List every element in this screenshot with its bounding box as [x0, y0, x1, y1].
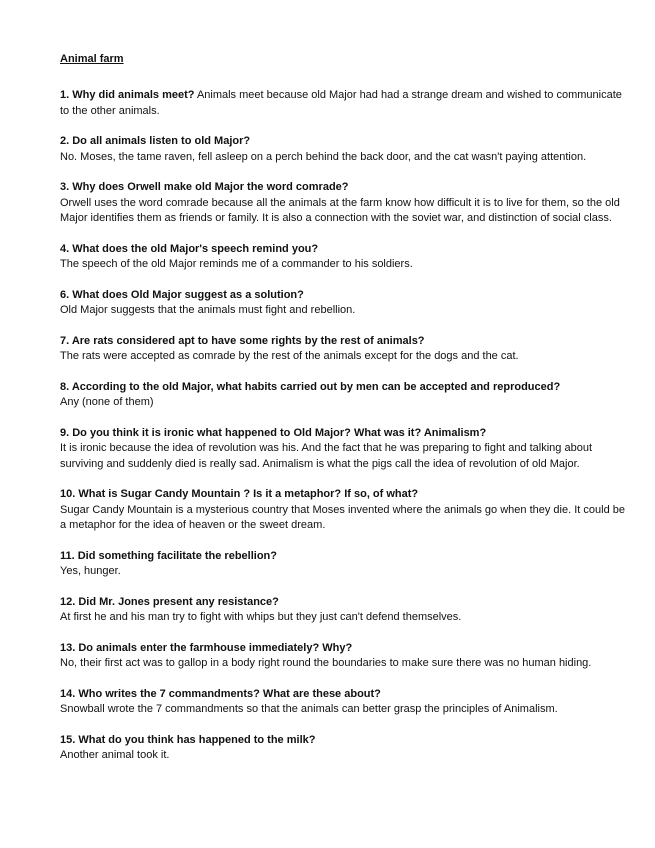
question: 2. Do all animals listen to old Major? [60, 135, 251, 147]
answer: Another animal took it. [60, 749, 170, 761]
question: 10. What is Sugar Candy Mountain ? Is it a metaphor? If so, of what? [60, 488, 419, 500]
question: 4. What does the old Major's speech remind you? [60, 242, 319, 255]
answer: Any (none of them) [60, 396, 154, 408]
qa-item [60, 595, 625, 626]
answer: At first he and his man try to fight with whips but they just can't defend themselves. [60, 611, 462, 623]
qa-item [60, 487, 625, 534]
document-title: Animal farm [60, 53, 124, 65]
qa-item [60, 288, 625, 319]
qa-item [60, 641, 625, 672]
qa-item [60, 180, 625, 227]
answer: The rats were accepted as comrade by the rest of the animals except for the dogs and the cat. [60, 350, 519, 362]
answer: It is ironic because the idea of revolution was his. And the fact that he was preparing to fight and talking about surviving and suddenly died is really sad. Animalism is what the pigs call the idea of revolution of old Major. [60, 442, 592, 470]
answer: Sugar Candy Mountain is a mysterious country that Moses invented where the animals go when they die. It could be a metaphor for the idea of heaven or the sweet dream. [60, 503, 625, 531]
question: 3. Why does Orwell make old Major the word comrade? [60, 181, 349, 193]
qa-item [60, 134, 625, 165]
answer: The speech of the old Major reminds me of a commander to his soldiers. [60, 258, 413, 270]
question: 12. Did Mr. Jones present any resistance? [60, 595, 279, 608]
qa-item [60, 687, 625, 718]
answer: Orwell uses the word comrade because all the animals at the farm know how difficult it is to live for them, so the old Major identifies them as friends or family. It is also a connection with the soviet war, and distinction of social class. [60, 196, 620, 224]
qa-item [60, 549, 625, 580]
question: 6. What does Old Major suggest as a solution? [60, 288, 304, 301]
qa-item [60, 88, 625, 119]
qa-item [60, 733, 625, 764]
qa-item [60, 380, 625, 411]
question: 8. According to the old Major, what habits carried out by men can be accepted and reproduced? [60, 380, 561, 393]
question: 1. Why did animals meet? [60, 89, 195, 101]
question: 9. Do you think it is ironic what happened to Old Major? What was it? Animalism? [60, 426, 487, 439]
question: 14. Who writes the 7 commandments? What are these about? [60, 687, 381, 700]
answer: Snowball wrote the 7 commandments so that the animals can better grasp the principles of Animalism. [60, 703, 558, 715]
qa-item [60, 242, 625, 273]
answer: Yes, hunger. [60, 565, 121, 577]
answer: No. Moses, the tame raven, fell asleep on a perch behind the back door, and the cat wasn't paying attention. [60, 150, 587, 163]
question: 13. Do animals enter the farmhouse immediately? Why? [60, 641, 353, 654]
qa-item [60, 426, 625, 473]
answer: No, their first act was to gallop in a body right round the boundaries to make sure there was no human hiding. [60, 657, 592, 669]
question: 11. Did something facilitate the rebellion? [60, 549, 277, 562]
answer: Old Major suggests that the animals must fight and rebellion. [60, 304, 356, 316]
question: 15. What do you think has happened to the milk? [60, 733, 316, 746]
qa-item [60, 334, 625, 365]
answer: Animals meet because old Major had had a strange dream and wished to communicate to the other animals. [60, 89, 622, 117]
question: 7. Are rats considered apt to have some rights by the rest of animals? [60, 334, 425, 347]
